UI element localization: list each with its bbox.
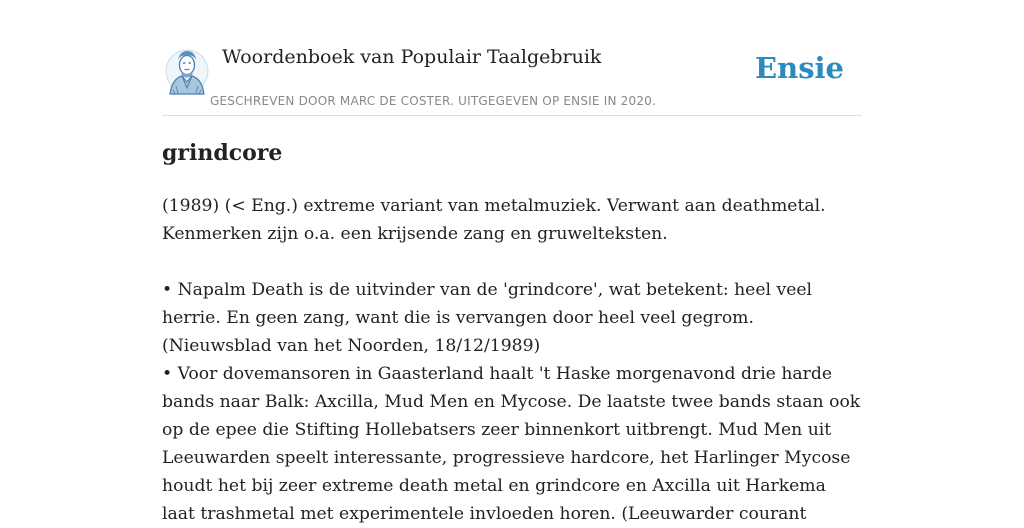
author-portrait-icon (164, 46, 210, 96)
entry-headword: grindcore (162, 140, 283, 166)
paragraph-spacer (162, 248, 862, 276)
ensie-logo-link[interactable]: Ensie (755, 51, 844, 85)
entry-body (162, 192, 862, 528)
usage-quote: • Voor dovemansoren in Gaasterland haalt 't Haske morgenavond drie harde bands naar Balk: Axcilla, Mud Men en Mycose. De laatste twee bands staan ook op de epee die Stifting Hollebatsers zeer binnenkort uitbrengt. Mud Men uit Leeuwarden speelt interessante, progressieve hardcore, het Harlinger Mycose houdt het bij zeer extreme death metal en grindcore en Axcilla uit Harkema laat trashmetal met experimentele invloeden horen. (Leeuwarder courant (162, 364, 861, 524)
book-header (162, 40, 862, 116)
book-title[interactable]: Woordenboek van Populair Taalgebruik (222, 46, 602, 68)
entry-definition: (1989) (< Eng.) extreme variant van metalmuziek. Verwant aan deathmetal. Kenmerken zijn o.a. een krijsende zang en gruwelteksten. (162, 196, 826, 244)
author-byline: GESCHREVEN DOOR MARC DE COSTER. UITGEGEVEN OP ENSIE IN 2020. (210, 94, 656, 108)
usage-quote: • Napalm Death is de uitvinder van de 'grindcore', wat betekent: heel veel herrie. En geen zang, want die is vervangen door heel veel gegrom. (Nieuwsblad van het Noorden, 18/12/1989) (162, 280, 813, 356)
